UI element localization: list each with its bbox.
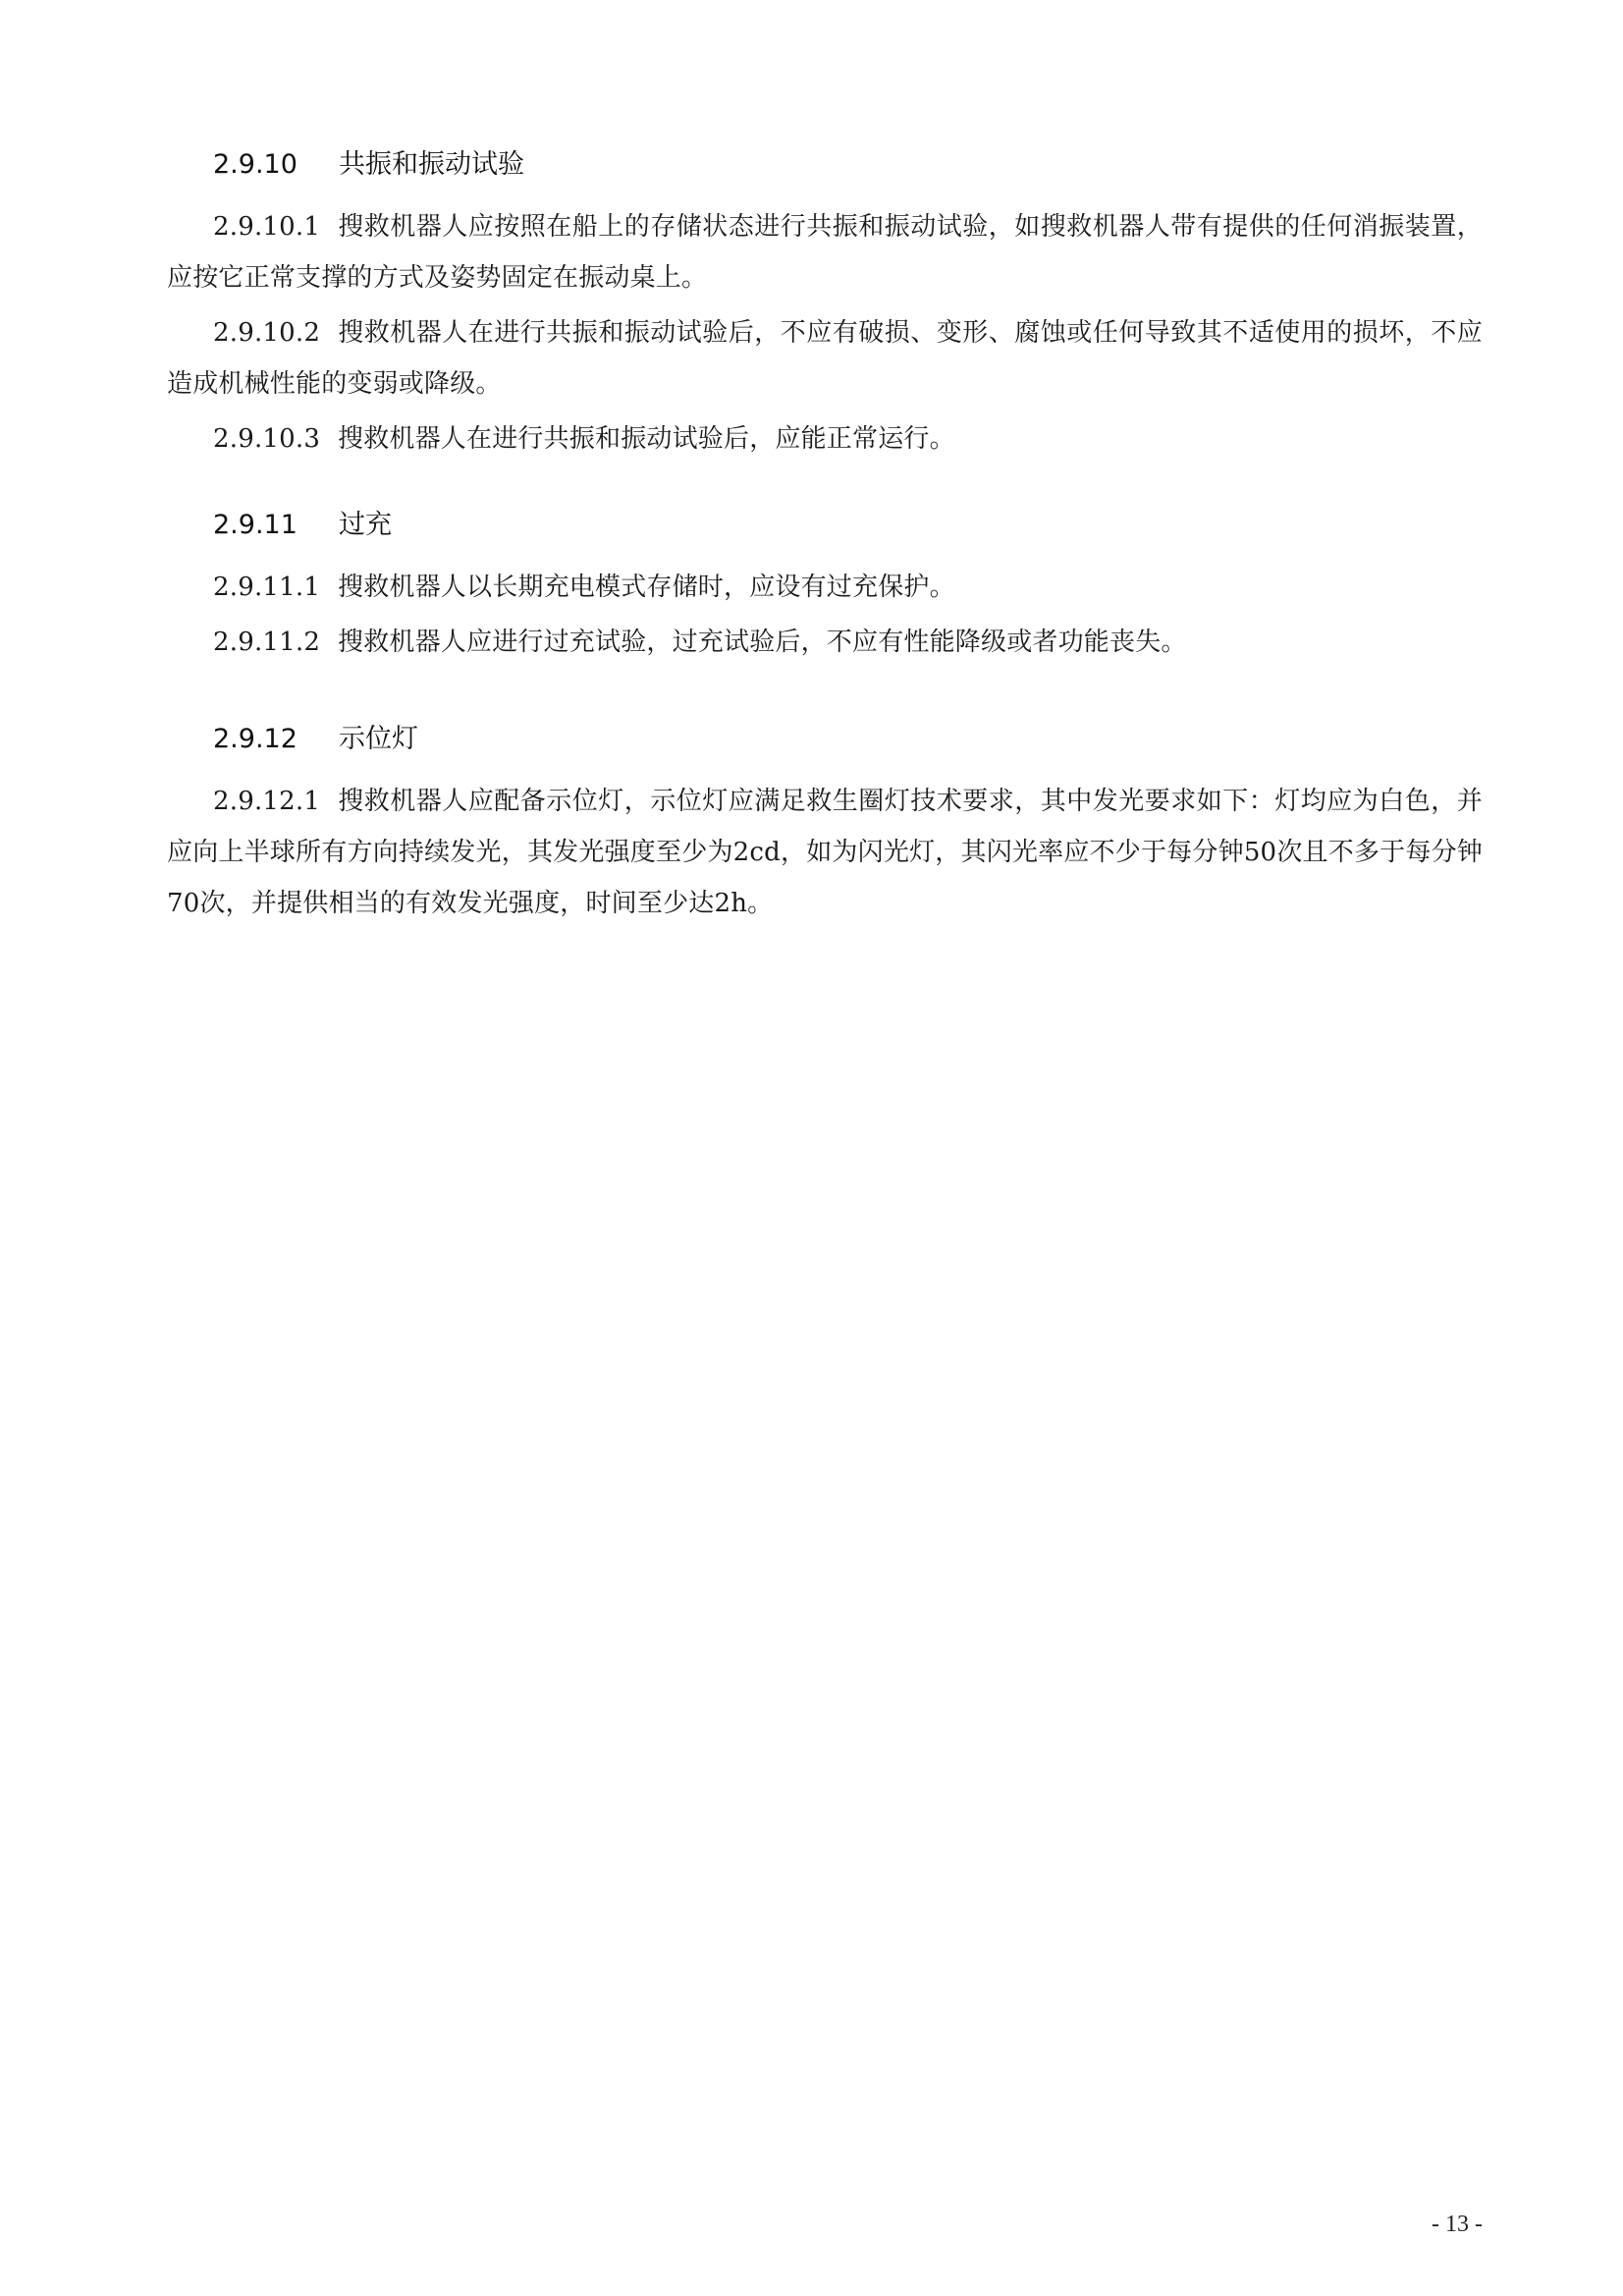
clause-number: 2.9.11.1 <box>213 573 321 602</box>
section-title: 共振和振动试验 <box>339 149 524 180</box>
section-number: 2.9.10 <box>213 149 298 180</box>
section-heading <box>167 142 1483 201</box>
clause-number: 2.9.10.2 <box>213 318 321 348</box>
clause-number: 2.9.12.1 <box>213 787 321 816</box>
clause-text: 搜救机器人以长期充电模式存储时，应设有过充保护。 <box>338 573 955 602</box>
clause-2-9-11-2 <box>167 617 1483 668</box>
section-heading <box>167 503 1483 562</box>
section-2-9-10 <box>167 142 1483 468</box>
clause-text: 搜救机器人应进行过充试验，过充试验后，不应有性能降级或者功能丧失。 <box>338 628 1187 657</box>
section-number: 2.9.11 <box>213 510 298 540</box>
clause-2-9-12-1 <box>167 776 1483 929</box>
clause-2-9-10-3 <box>167 413 1483 465</box>
clause-text: 搜救机器人应按照在船上的存储状态进行共振和振动试验，如搜救机器人带有提供的任何消振装置，应按它正常支撑的方式及姿势固定在振动桌上。 <box>167 212 1483 293</box>
clause-text: 搜救机器人应配备示位灯，示位灯应满足救生圈灯技术要求，其中发光要求如下：灯均应为白色，并应向上半球所有方向持续发光，其发光强度至少为2cd，如为闪光灯，其闪光率应不少于每分钟50次且不多于每分钟70次，并提供相当的有效发光强度，时间至少达2h。 <box>167 787 1483 918</box>
clause-2-9-10-2 <box>167 307 1483 410</box>
clause-text: 搜救机器人在进行共振和振动试验后，不应有破损、变形、腐蚀或任何导致其不适使用的损坏，不应造成机械性能的变弱或降级。 <box>167 318 1483 399</box>
clause-number: 2.9.10.1 <box>213 212 321 242</box>
section-2-9-12 <box>167 717 1483 933</box>
clause-text: 搜救机器人在进行共振和振动试验后，应能正常运行。 <box>338 424 955 454</box>
clause-2-9-10-1 <box>167 201 1483 303</box>
section-title: 示位灯 <box>339 724 418 754</box>
clause-number: 2.9.11.2 <box>213 628 321 657</box>
page-number: - 13 - <box>1432 2212 1483 2237</box>
section-2-9-11 <box>167 503 1483 672</box>
clause-number: 2.9.10.3 <box>213 424 321 454</box>
section-title: 过充 <box>339 510 392 540</box>
section-heading <box>167 717 1483 776</box>
clause-2-9-11-1 <box>167 562 1483 613</box>
section-number: 2.9.12 <box>213 724 298 754</box>
